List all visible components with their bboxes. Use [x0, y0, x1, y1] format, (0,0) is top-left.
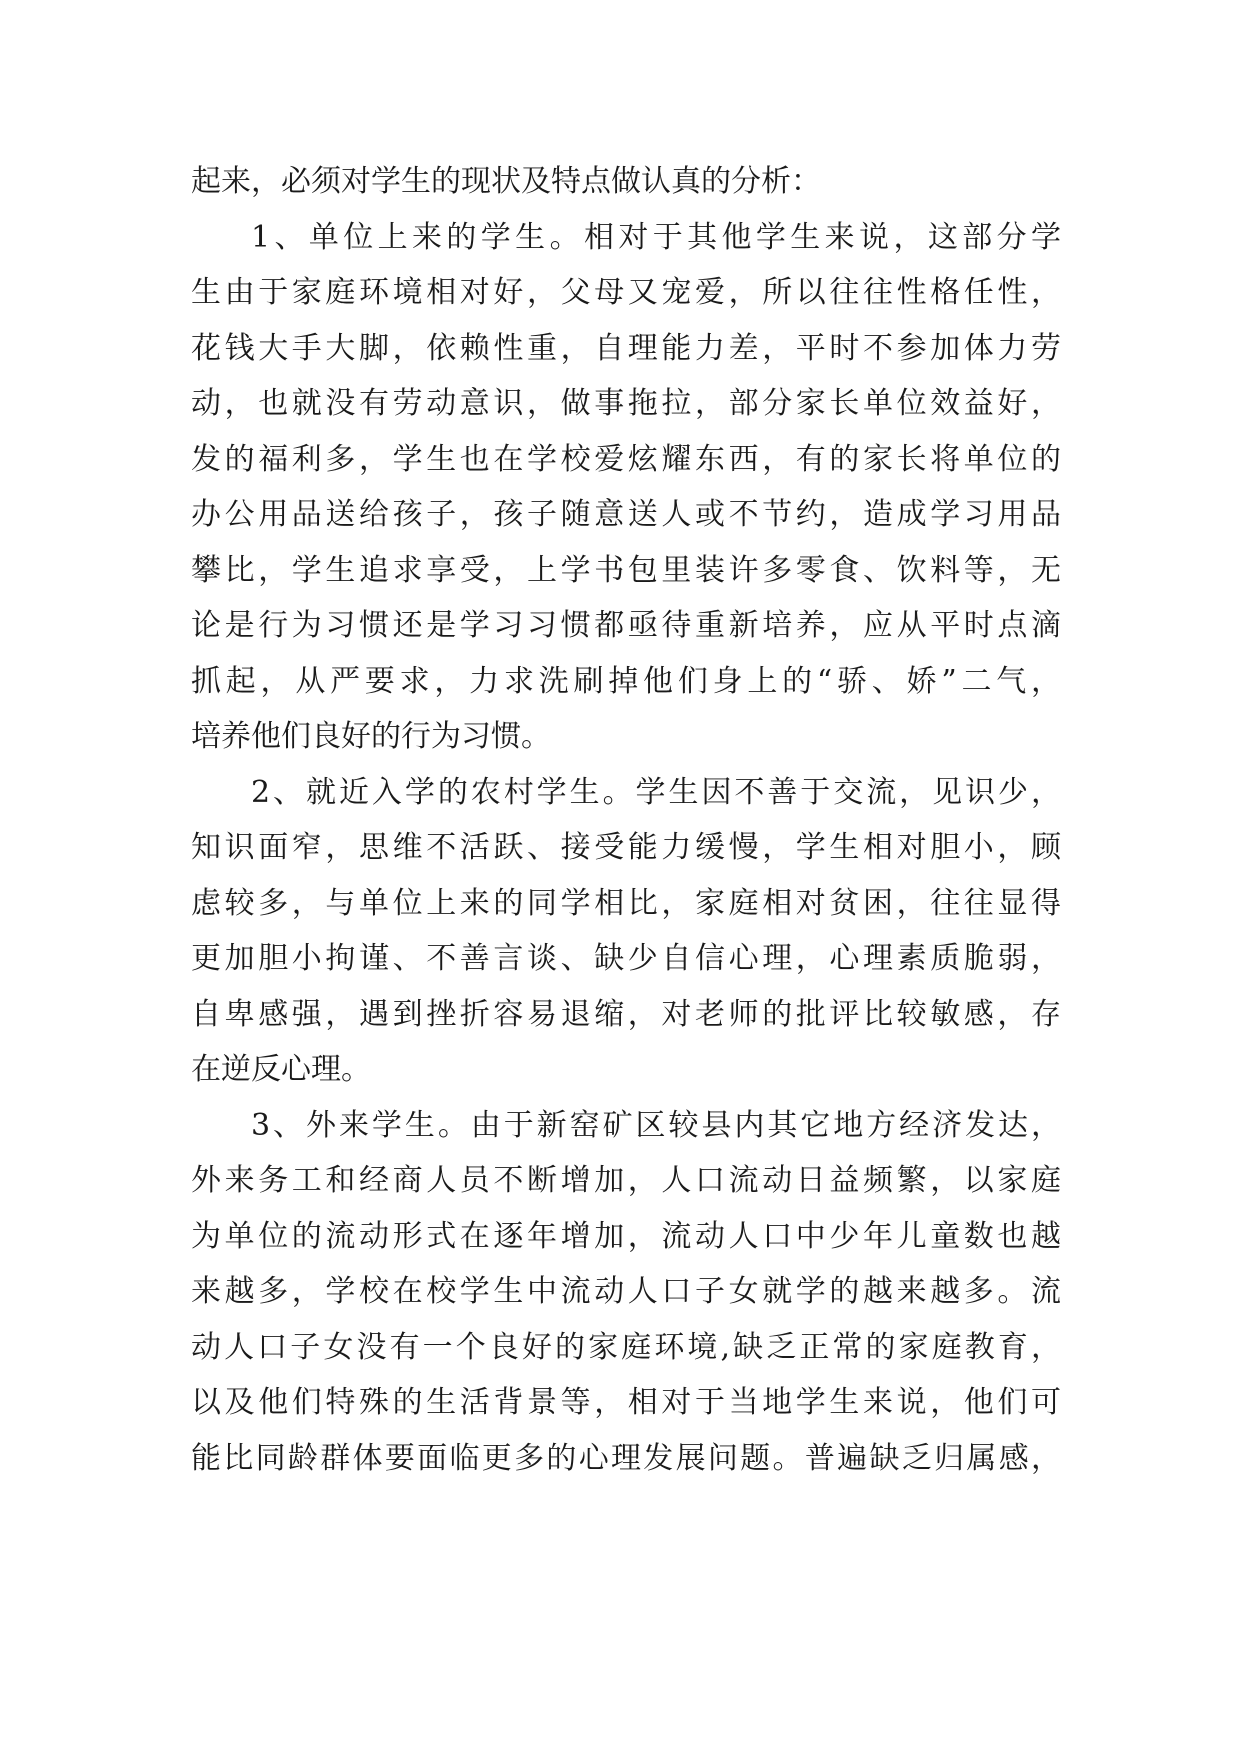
text-line: 能比同龄群体要面临更多的心理发展问题。普遍缺乏归属感，	[191, 1440, 1061, 1476]
text-line: 3、外来学生。由于新窑矿区较县内其它地方经济发达，	[251, 1107, 1061, 1143]
text-line: 培养他们良好的行为习惯。	[191, 719, 551, 754]
text-line: 动，也就没有劳动意识，做事拖拉，部分家长单位效益好，	[191, 386, 1061, 421]
text-line: 动人口子女没有一个良好的家庭环境,缺乏正常的家庭教育，	[191, 1329, 1061, 1365]
text-line: 办公用品送给孩子，孩子随意送人或不节约，造成学习用品	[191, 497, 1061, 532]
text-line: 抓起，从严要求，力求洗刷掉他们身上的“骄、娇”二气，	[191, 663, 1061, 699]
text-line: 虑较多，与单位上来的同学相比，家庭相对贫困，往往显得	[191, 885, 1061, 921]
text-line: 来越多，学校在校学生中流动人口子女就学的越来越多。流	[191, 1274, 1061, 1309]
text-line: 起来，必须对学生的现状及特点做认真的分析：	[191, 164, 821, 199]
text-line: 在逆反心理。	[191, 1052, 371, 1087]
text-line: 论是行为习惯还是学习习惯都亟待重新培养，应从平时点滴	[191, 608, 1061, 643]
text-line: 更加胆小拘谨、不善言谈、缺少自信心理，心理素质脆弱，	[191, 941, 1061, 976]
text-line: 为单位的流动形式在逐年增加，流动人口中少年儿童数也越	[191, 1218, 1061, 1254]
text-line: 知识面窄，思维不活跃、接受能力缓慢，学生相对胆小，顾	[191, 830, 1061, 865]
text-line: 攀比，学生追求享受，上学书包里装许多零食、饮料等，无	[191, 552, 1061, 588]
document-body-text	[191, 154, 1061, 1486]
text-line: 生由于家庭环境相对好，父母又宠爱，所以往往性格任性，	[191, 275, 1061, 310]
text-line: 2、就近入学的农村学生。学生因不善于交流，见识少，	[251, 774, 1061, 810]
text-line: 以及他们特殊的生活背景等，相对于当地学生来说，他们可	[191, 1385, 1061, 1420]
text-line: 花钱大手大脚，依赖性重，自理能力差，平时不参加体力劳	[191, 330, 1061, 366]
text-line: 外来务工和经商人员不断增加，人口流动日益频繁，以家庭	[191, 1163, 1061, 1198]
text-line: 1、单位上来的学生。相对于其他学生来说，这部分学	[251, 219, 1061, 255]
text-line: 自卑感强，遇到挫折容易退缩，对老师的批评比较敏感，存	[191, 996, 1061, 1032]
text-line: 发的福利多，学生也在学校爱炫耀东西，有的家长将单位的	[191, 441, 1061, 477]
